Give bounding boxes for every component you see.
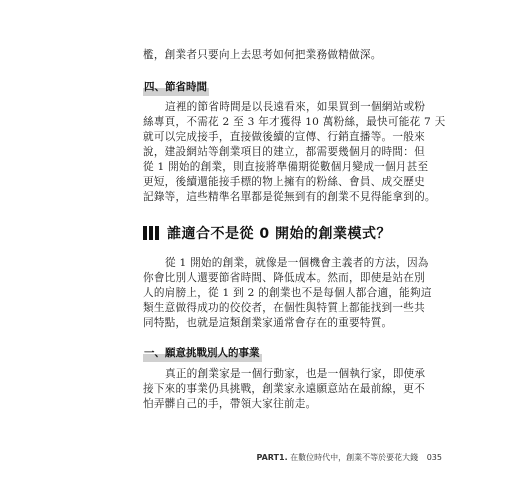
text-line: 人的肩膀上，從 1 到 2 的創業也不是每個人都合適，能夠這 [143,287,432,299]
footer-chapter-title: 在數位時代中，創業不等於要花大錢 [290,453,419,462]
text-line: 類生意做得成功的佼佼者，在個性與特質上都能找到一些共 [143,302,425,314]
text-line: 同特點，也就是這類創業家通常會存在的重要特質。 [143,317,393,329]
text-line: 你會比別人還要節省時間、降低成本。然而，即使是站在別 [143,272,425,284]
heading-bar-icon [149,226,153,240]
text-line: 說，建設網站等創業項目的建立，都需要幾個月的時間：但 [143,146,425,158]
footer-part-label: PART1. [256,453,288,462]
text-line: 檻，創業者只要向上去思考如何把業務做精做深。 [143,49,382,61]
text-line: 真正的創業家是一個行動家，也是一個執行家，即使承 [165,368,426,380]
subheading-text: 四、節省時間 [144,81,207,93]
text-line: 記錄等，這些精準名單都是從無到有的創業不見得能拿到的。 [143,191,436,203]
subheading-text: 一、願意挑戰別人的事業 [144,347,260,359]
text-line: 絲專頁，不需花 2 至 3 年才獲得 10 萬粉絲，最快可能花 7 天 [143,116,446,128]
subheading-challenge [143,346,260,361]
heading-bar-icon [155,226,159,240]
page-footer [256,452,442,463]
text-line: 怕弄髒自己的手，帶領大家往前走。 [143,398,317,410]
text-line: 就可以完成接手，直接做後續的宣傳、行銷直播等。一般來 [143,131,425,143]
section-heading [143,224,391,242]
text-line: 更短，後續還能接手標的物上擁有的粉絲、會員、成交歷史 [143,176,425,188]
text-line: 接下來的事業仍具挑戰，創業家永遠願意站在最前線，更不 [143,383,425,395]
subheading-save-time [143,80,207,95]
heading-bar-icon [143,226,147,240]
text-line: 從 1 開始的創業，就像是一個機會主義者的方法，因為 [165,257,429,269]
text-line: 這裡的節省時間是以長遠看來，如果買到一個網站或粉 [165,101,426,113]
text-line: 從 1 開始的創業，則直接將準備期從數個月變成一個月甚至 [143,161,429,173]
section-title: 誰適合不是從 0 開始的創業模式？ [167,226,391,242]
page-number: 035 [426,453,442,462]
